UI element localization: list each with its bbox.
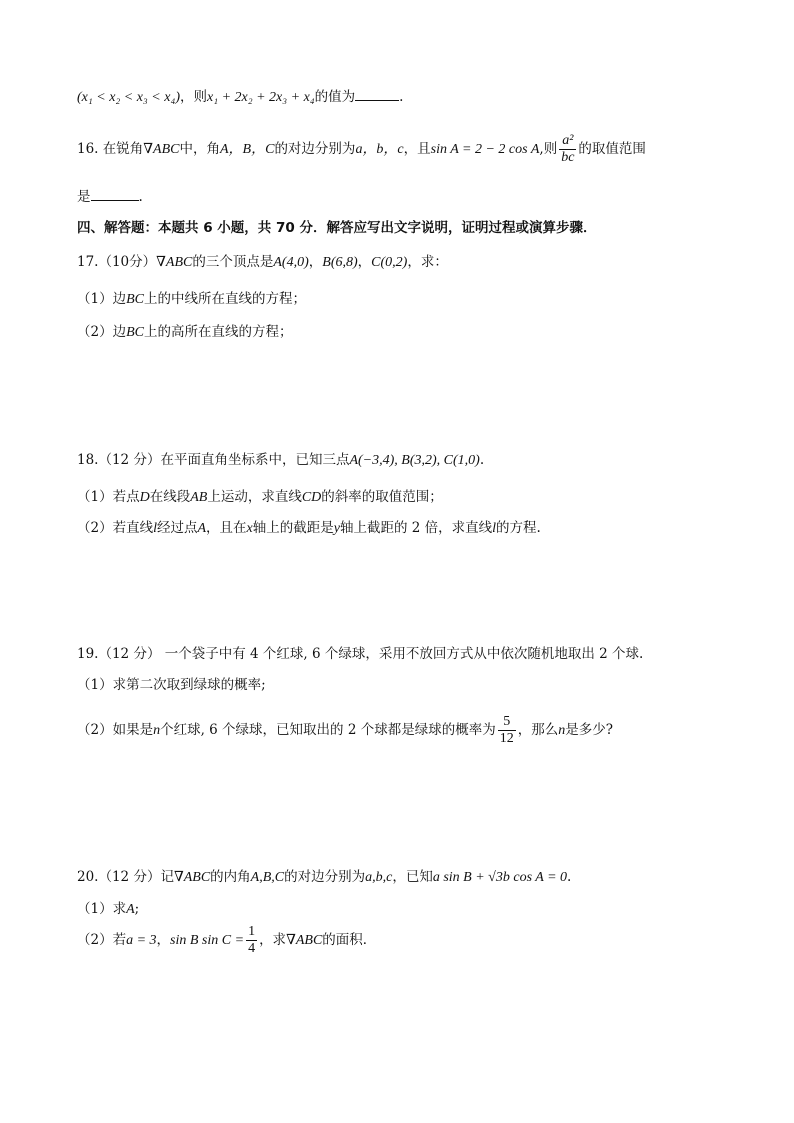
q18-prefix: 18.（12 分）在平面直角坐标系中，已知三点 — [77, 452, 350, 468]
q18-part1-mid2: 上运动，求直线 — [207, 489, 302, 505]
q20-frac-den: 4 — [248, 941, 256, 956]
q19-part2-n: n — [153, 723, 161, 738]
q20-part1-post: ; — [134, 901, 140, 917]
q18-part2-l: l — [153, 521, 157, 536]
q18-part2 — [77, 518, 754, 539]
q17-part1-pre: （1）边 — [77, 291, 127, 307]
q16-line2 — [77, 186, 754, 207]
q17-stem — [77, 252, 754, 273]
q19-frac-num: 5 — [498, 714, 516, 731]
q19-part2-mid2: ，那么 — [517, 722, 559, 738]
q18-part2-mid4: 轴上截距的 2 倍，求直线 — [339, 520, 493, 536]
q19-part2-post: 是多少? — [565, 722, 613, 738]
q19-part2-pre: （2）如果是 — [77, 722, 154, 738]
q15-tail-line — [77, 86, 754, 108]
q16-answer-blank[interactable] — [91, 186, 139, 201]
q19-fraction — [498, 714, 516, 747]
q16-line1 — [77, 132, 754, 167]
q20-sides: a,b,c — [365, 870, 393, 885]
q16-text4: ,则 — [539, 141, 558, 157]
q20-text2: 的对边分别为 — [284, 869, 366, 885]
q15-target-expr: x₁ + 2x₂ + 2x₃ + x₄ — [207, 90, 315, 105]
q18-part2-mid: 经过点 — [156, 520, 198, 536]
q18-points: A(−3,4), B(3,2), C(1,0) — [349, 453, 480, 468]
q20-condition: a sin B + √3b cos A = 0 — [432, 870, 568, 885]
q17-text2: ，求： — [407, 254, 448, 270]
q16-text1: 中，角 — [179, 141, 220, 157]
q20-triangle: ∇ABC — [173, 870, 211, 885]
q17-part2 — [77, 322, 754, 343]
q20-part2-mid: ， — [156, 932, 171, 948]
q18-stem — [77, 450, 754, 471]
q17-point-b: B(6,8) — [322, 255, 358, 270]
q17-part2-post: 上的高所在直线的方程； — [143, 324, 293, 340]
q17-part1-seg: BC — [126, 292, 144, 307]
q20-part1-a: A — [126, 902, 135, 917]
q18-part1-d: D — [139, 490, 150, 505]
q15-answer-blank[interactable] — [355, 86, 399, 101]
q19-part2-mid: 个红球, 6 个绿球，已知取出的 2 个球都是绿球的概率为 — [160, 722, 496, 738]
q18-part2-mid2: ，且在 — [206, 520, 247, 536]
q15-text-end: 的值为 — [314, 89, 356, 105]
q18-part1-mid: 在线段 — [149, 489, 191, 505]
q20-part2-mid2: ，求 — [259, 932, 287, 948]
q19-part1: （1）求第二次取到绿球的概率; — [77, 677, 266, 693]
q19-stem: 19.（12 分） 一个袋子中有 4 个红球, 6 个绿球，采用不放回方式从中依次随机地取出 2 个球. — [77, 646, 644, 662]
q16-angles: A，B，C — [219, 142, 275, 157]
q19-part2 — [77, 712, 754, 749]
q19-part2-n2: n — [558, 723, 566, 738]
q17-part1-post: 上的中线所在直线的方程； — [143, 291, 306, 307]
q18-part1-pre: （1）若点 — [77, 489, 140, 505]
section4-heading: 四、解答题：本题共 6 小题，共 70 分．解答应写出文字说明，证明过程或演算步骤． — [77, 220, 597, 236]
q20-text1: 的内角 — [210, 869, 251, 885]
q17-point-c: C(0,2) — [371, 255, 408, 270]
q16-line2-end: . — [138, 189, 143, 205]
q17-part1 — [77, 289, 754, 310]
q16-frac-num: a² — [559, 133, 576, 150]
q15-end-punct: . — [399, 89, 404, 105]
q20-text3: ，已知 — [392, 869, 433, 885]
q20-part1-pre: （1）求 — [77, 901, 127, 917]
q18-part2-mid3: 轴上的截距是 — [252, 520, 334, 536]
q18-part2-l2: l — [492, 521, 497, 536]
q16-text5: 的取值范围 — [578, 141, 646, 157]
q15-text: ，则 — [180, 89, 207, 105]
q20-prefix: 20.（12 分）记 — [77, 869, 174, 885]
q16-frac-den: bc — [561, 150, 575, 165]
q18-part1 — [77, 487, 754, 508]
q20-part1 — [77, 899, 754, 920]
q16-condition: sin A = 2 − 2 cos A — [430, 142, 540, 157]
q16-sides: a，b，c — [355, 142, 404, 157]
q16-line2-start: 是 — [77, 189, 91, 205]
q17-part2-pre: （2）边 — [77, 324, 127, 340]
q18-part2-y: y — [333, 521, 340, 536]
q17-prefix: 17.（10分） — [77, 254, 157, 270]
q15-ordering-expr: (x₁ < x₂ < x₃ < x₄) — [77, 90, 180, 105]
q20-angles: A,B,C — [250, 870, 285, 885]
q16-text2: 的对边分别为 — [274, 141, 356, 157]
q16-fraction — [559, 133, 576, 166]
q20-fraction — [246, 924, 257, 957]
q17-point-a: A(4,0) — [273, 255, 309, 270]
q18-part1-cd: CD — [301, 490, 322, 505]
q17-part2-seg: BC — [126, 325, 144, 340]
q20-part2-a: a = 3 — [126, 933, 157, 948]
q20-end: . — [567, 869, 572, 885]
q16-prefix: 16. 在锐角 — [77, 141, 144, 157]
q20-stem — [77, 867, 754, 888]
q20-part2-pre: （2）若 — [77, 932, 127, 948]
q17-triangle: ∇ABC — [156, 255, 193, 270]
q18-part1-post: 的斜率的取值范围； — [321, 489, 443, 505]
q18-part1-ab: AB — [190, 490, 208, 505]
q17-sep2: ， — [357, 254, 372, 270]
q18-part2-pre: （2）若直线 — [77, 520, 154, 536]
q17-sep1: ， — [308, 254, 323, 270]
q16-text3: ，且 — [403, 141, 431, 157]
q17-text1: 的三个顶点是 — [192, 254, 274, 270]
q18-part2-a: A — [197, 521, 207, 536]
q18-part2-post: 的方程. — [496, 520, 541, 536]
q19-frac-den: 12 — [499, 731, 514, 746]
q20-part2-cond: sin B sin C = — [170, 933, 245, 948]
q20-frac-num: 1 — [248, 924, 256, 939]
q16-triangle: ∇ABC — [143, 142, 180, 157]
q18-part2-x: x — [246, 521, 253, 536]
q18-end: . — [479, 452, 485, 468]
q20-part2-tri: ∇ABC — [286, 933, 323, 948]
q20-part2-post: 的面积． — [322, 932, 377, 948]
q20-part2 — [77, 922, 754, 959]
